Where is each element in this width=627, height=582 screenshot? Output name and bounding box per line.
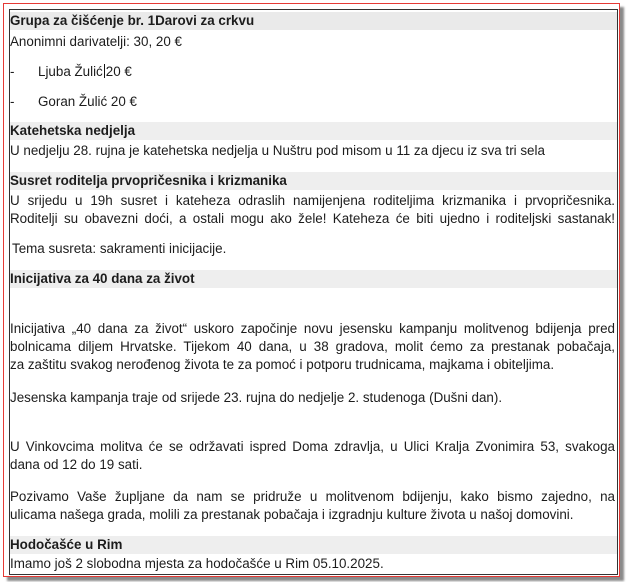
- text-cursor: [104, 64, 105, 78]
- invitation-line2: ulicama našega grada, molili za prestanak pobačaja i izgradnju kulture života u našoj domovini.: [10, 507, 574, 522]
- section-heading-catechetical-sunday: Katehetska nedjelja: [10, 122, 617, 140]
- vinkovci-line2: dana od 12 do 19 sati.: [10, 457, 143, 472]
- section-heading-40-days-for-life: Inicijativa za 40 dana za život: [10, 270, 617, 288]
- donor-line-2: [10, 93, 137, 111]
- section-heading-parents-meeting: Susret roditelja prvopričesnika i krizmanika: [10, 172, 617, 190]
- invitation-line1: Pozivamo Vaše župljane da nam se pridruže u molitvenom bdijenju, kako bismo zajedno, na: [10, 489, 615, 504]
- donor-amount: 20 €: [105, 64, 132, 79]
- parents-meeting-line-2: Roditelji su obavezni doći, a ostali mogu ako žele! Kateheza će biti ujedno i roditeljski sastanak!: [10, 211, 615, 226]
- anonymous-donors: Anonimni darivatelji: 30, 20 €: [10, 34, 182, 49]
- parents-meeting-line-1: U srijedu u 19h susret i kateheza odraslih namijenjena roditeljima krizmanika i prvopričesnika.: [10, 193, 615, 208]
- list-dash: -: [10, 64, 15, 79]
- campaign-duration: Jesenska kampanja traje od srijede 23. rujna do nedjelje 2. studenoga (Dušni dan).: [10, 390, 503, 405]
- donor-line-1: [10, 63, 132, 81]
- section-heading-cleaning-group: Grupa za čišćenje br. 1Darovi za crkvu: [10, 12, 617, 30]
- initiative-para1-line3: za zaštitu svakog nerođenog života te za pomoć i potporu trudnicama, majkama i obiteljima.: [10, 357, 555, 372]
- donor-entry: Goran Žulić 20 €: [38, 94, 137, 109]
- donor-name: Ljuba Žulić: [38, 64, 103, 79]
- initiative-para1-line2: bolnicama diljem Hrvatske. Tijekom 40 dana, u 38 gradova, molit ćemo za prestanak pobačaja,: [10, 339, 615, 354]
- meeting-theme: Tema susreta: sakramenti inicijacije.: [12, 241, 227, 256]
- vinkovci-line1: U Vinkovcima molitva će se održavati ispred Doma zdravlja, u Ulici Kralja Zvonimira 53, svakoga: [10, 439, 615, 454]
- pilgrimage-text: Imamo još 2 slobodna mjesta za hodočašće u Rim 05.10.2025.: [10, 556, 384, 571]
- list-dash: -: [10, 94, 15, 109]
- section-heading-pilgrimage-rome: Hodočašće u Rim: [10, 536, 617, 554]
- initiative-para1-line1: Inicijativa „40 dana za život“ uskoro započinje novu jesensku kampanju molitvenog bdijenja pred: [10, 321, 615, 336]
- catechetical-sunday-text: U nedjelju 28. rujna je katehetska nedjelja u Nuštru pod misom u 11 za djecu iz sva tri sela: [10, 143, 545, 158]
